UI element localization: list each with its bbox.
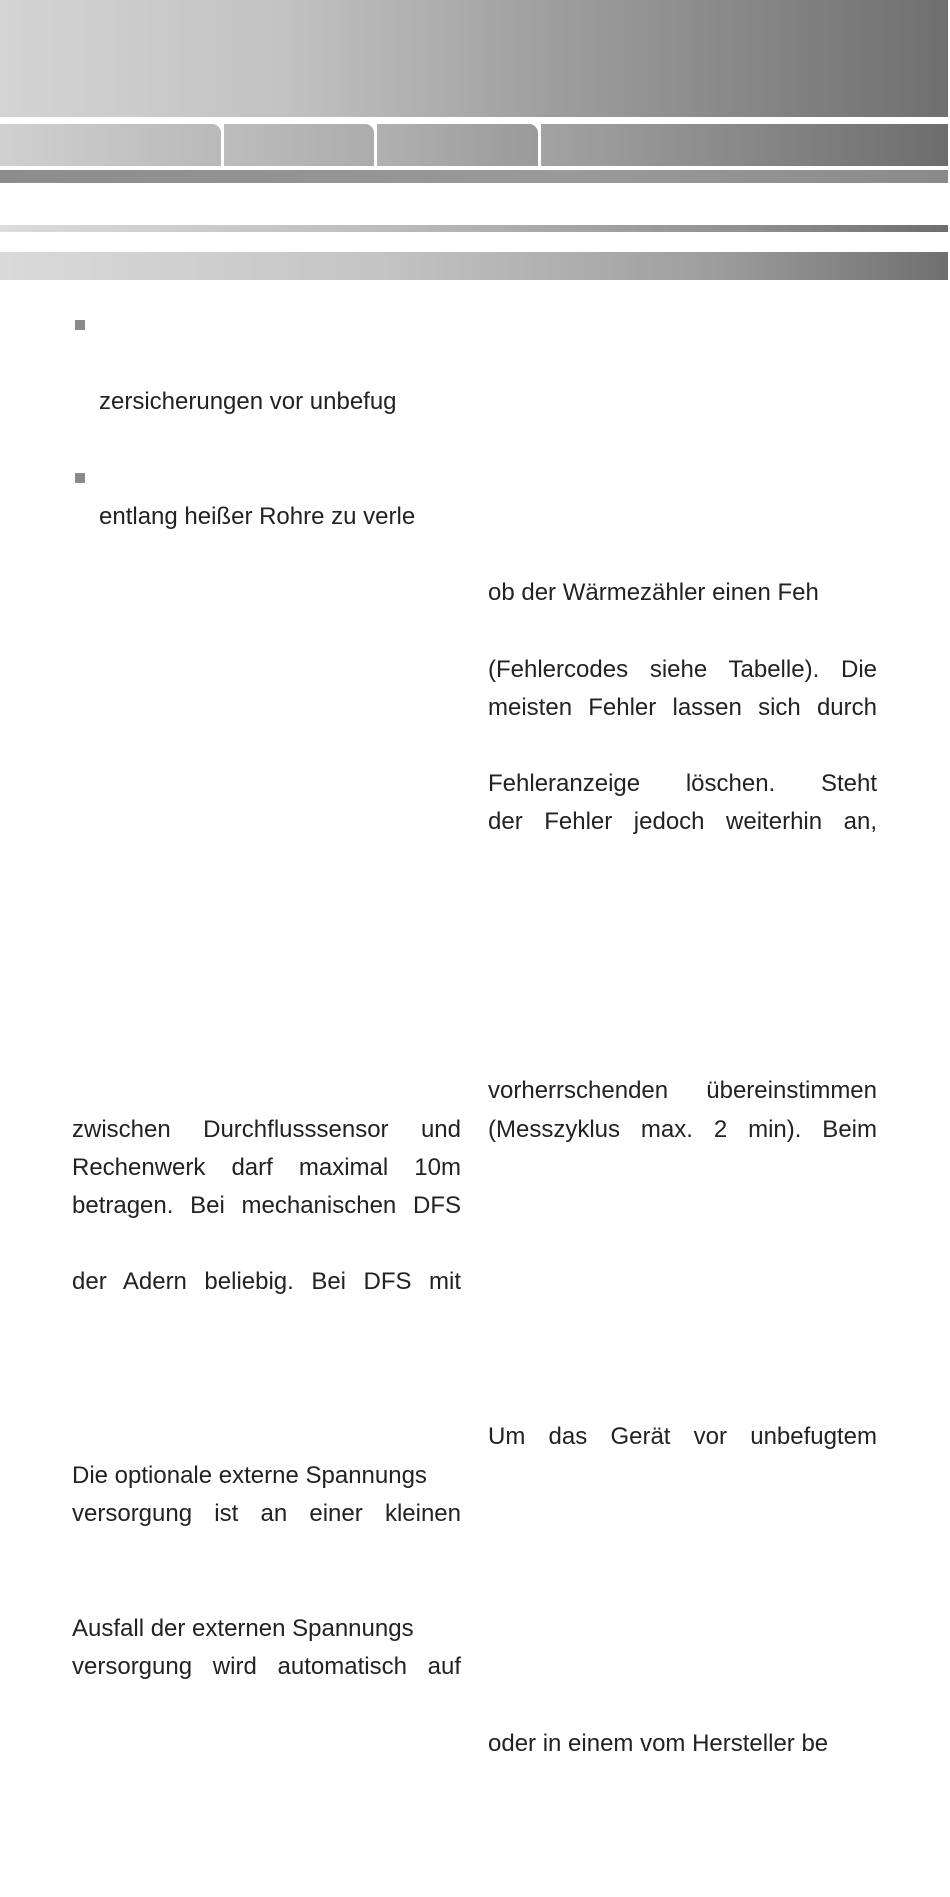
cycle-paragraph-line: (Messzyklus max. 2 min). Beim [488, 1116, 877, 1143]
header-tab-row [0, 121, 948, 166]
header-tab-4 [541, 121, 948, 166]
failure-paragraph-line: Ausfall der externen Spannungs [72, 1615, 414, 1642]
header-tab-3 [377, 121, 541, 166]
error-paragraph-line: der Fehler jedoch weiterhin an, [488, 808, 877, 835]
error-paragraph-line: Fehleranzeige löschen. Steht [488, 770, 877, 797]
header-tab-1 [0, 121, 224, 166]
power-paragraph-line: Die optionale externe Spannungs [72, 1462, 427, 1489]
error-paragraph-line: meisten Fehler lassen sich durch [488, 694, 877, 721]
header-banner [0, 0, 948, 117]
section-divider-line [0, 225, 948, 232]
cable-paragraph-line: betragen. Bei mechanischen DFS [72, 1192, 461, 1219]
cable-paragraph-line: der Adern beliebig. Bei DFS mit [72, 1268, 461, 1295]
manufacturer-paragraph-line: oder in einem vom Hersteller be [488, 1730, 829, 1757]
cable-paragraph-line: zwischen Durchflusssensor und [72, 1116, 461, 1143]
bullet2-text: entlang heißer Rohre zu verle [99, 503, 416, 530]
protect-paragraph-line: Um das Gerät vor unbefugtem [488, 1423, 877, 1450]
bullet-square-icon [75, 473, 85, 483]
error-paragraph-line: ob der Wärmezähler einen Feh [488, 579, 819, 606]
cable-paragraph-line: Rechenwerk darf maximal 10m [72, 1154, 461, 1181]
power-paragraph-line: versorgung ist an einer kleinen [72, 1500, 461, 1527]
error-paragraph-line: (Fehlercodes siehe Tabelle). Die [488, 656, 877, 683]
bullet1-text: zersicherungen vor unbefug [99, 388, 397, 415]
cycle-paragraph-line: vorherrschenden übereinstimmen [488, 1077, 877, 1104]
header-band [0, 170, 948, 183]
failure-paragraph-line: versorgung wird automatisch auf [72, 1653, 461, 1680]
header-tab-2 [224, 121, 377, 166]
bullet-square-icon [75, 320, 85, 330]
section-heading-band [0, 252, 948, 280]
